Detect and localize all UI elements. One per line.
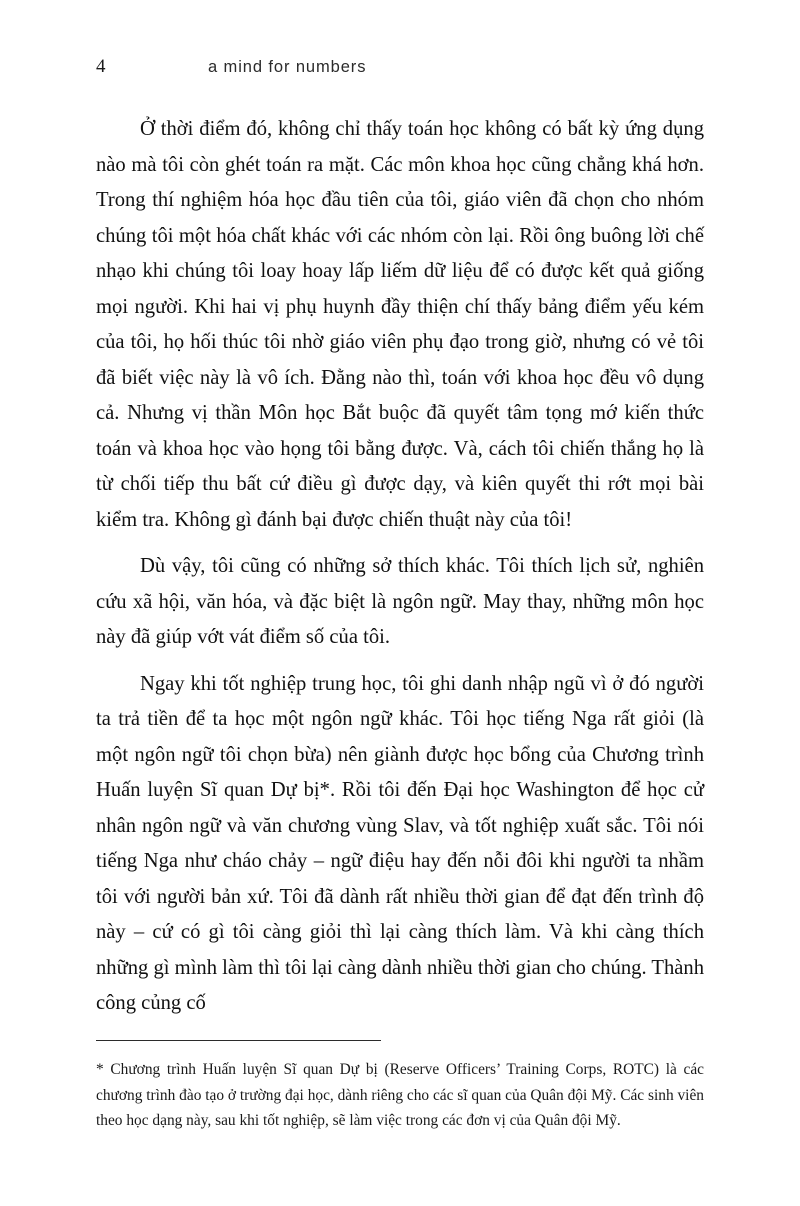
footnote-area — [96, 1040, 704, 1134]
paragraph: Ở thời điểm đó, không chỉ thấy toán học không có bất kỳ ứng dụng nào mà tôi còn ghét toán ra mặt. Các môn khoa học cũng chẳng khá hơn. Trong thí nghiệm hóa học đầu tiên của tôi, giáo viên đã chọn cho nhóm chúng tôi một hóa chất khác với các nhóm còn lại. Rồi ông buông lời chế nhạo khi chúng tôi loay hoay lấp liếm dữ liệu để có được kết quả giống mọi người. Khi hai vị phụ huynh đầy thiện chí thấy bảng điểm yếu kém của tôi, họ hối thúc tôi nhờ giáo viên phụ đạo trong giờ, nhưng có vẻ tôi đã biết việc này là vô ích. Đằng nào thì, toán với khoa học đều vô dụng cả. Nhưng vị thần Môn học Bắt buộc đã quyết tâm tọng mớ kiến thức toán và khoa học vào họng tôi bằng được. Và, cách tôi chiến thắng họ là từ chối tiếp thu bất cứ điều gì được dạy, và kiên quyết thi rớt mọi bài kiểm tra. Không gì đánh bại được chiến thuật này của tôi! — [96, 118, 704, 531]
paragraph: Ngay khi tốt nghiệp trung học, tôi ghi danh nhập ngũ vì ở đó người ta trả tiền để ta học một ngôn ngữ khác. Tôi học tiếng Nga rất giỏi (là một ngôn ngữ tôi chọn bừa) nên giành được học bổng của Chương trình Huấn luyện Sĩ quan Dự bị*. Rồi tôi đến Đại học Washington để học cử nhân ngôn ngữ và văn chương vùng Slav, và tốt nghiệp xuất sắc. Tôi nói tiếng Nga như cháo chảy – ngữ điệu hay đến nỗi đôi khi người ta nhầm tôi với người bản xứ. Tôi đã dành rất nhiều thời gian để đạt đến trình độ này – cứ có gì tôi càng giỏi thì lại càng thích làm. Và khi càng thích những gì mình làm thì tôi lại càng dành nhiều thời gian cho chúng. Thành công củng cố — [96, 672, 704, 1014]
body-text — [96, 112, 704, 1022]
footnote-text: * Chương trình Huấn luyện Sĩ quan Dự bị (Reserve Officers’ Training Corps, ROTC) là các chương trình đào tạo ở trường đại học, dành riêng cho các sĩ quan của Quân đội Mỹ. Các sinh viên theo học dạng này, sau khi tốt nghiệp, sẽ làm việc trong các đơn vị của Quân đội Mỹ. — [96, 1061, 704, 1130]
paragraph: Dù vậy, tôi cũng có những sở thích khác. Tôi thích lịch sử, nghiên cứu xã hội, văn hóa, và đặc biệt là ngôn ngữ. May thay, những môn học này đã giúp vớt vát điểm số của tôi. — [96, 555, 704, 648]
page-number: 4 — [96, 56, 106, 77]
running-head — [96, 56, 704, 96]
running-title: a mind for numbers — [208, 58, 367, 76]
footnote-divider — [96, 1040, 381, 1041]
